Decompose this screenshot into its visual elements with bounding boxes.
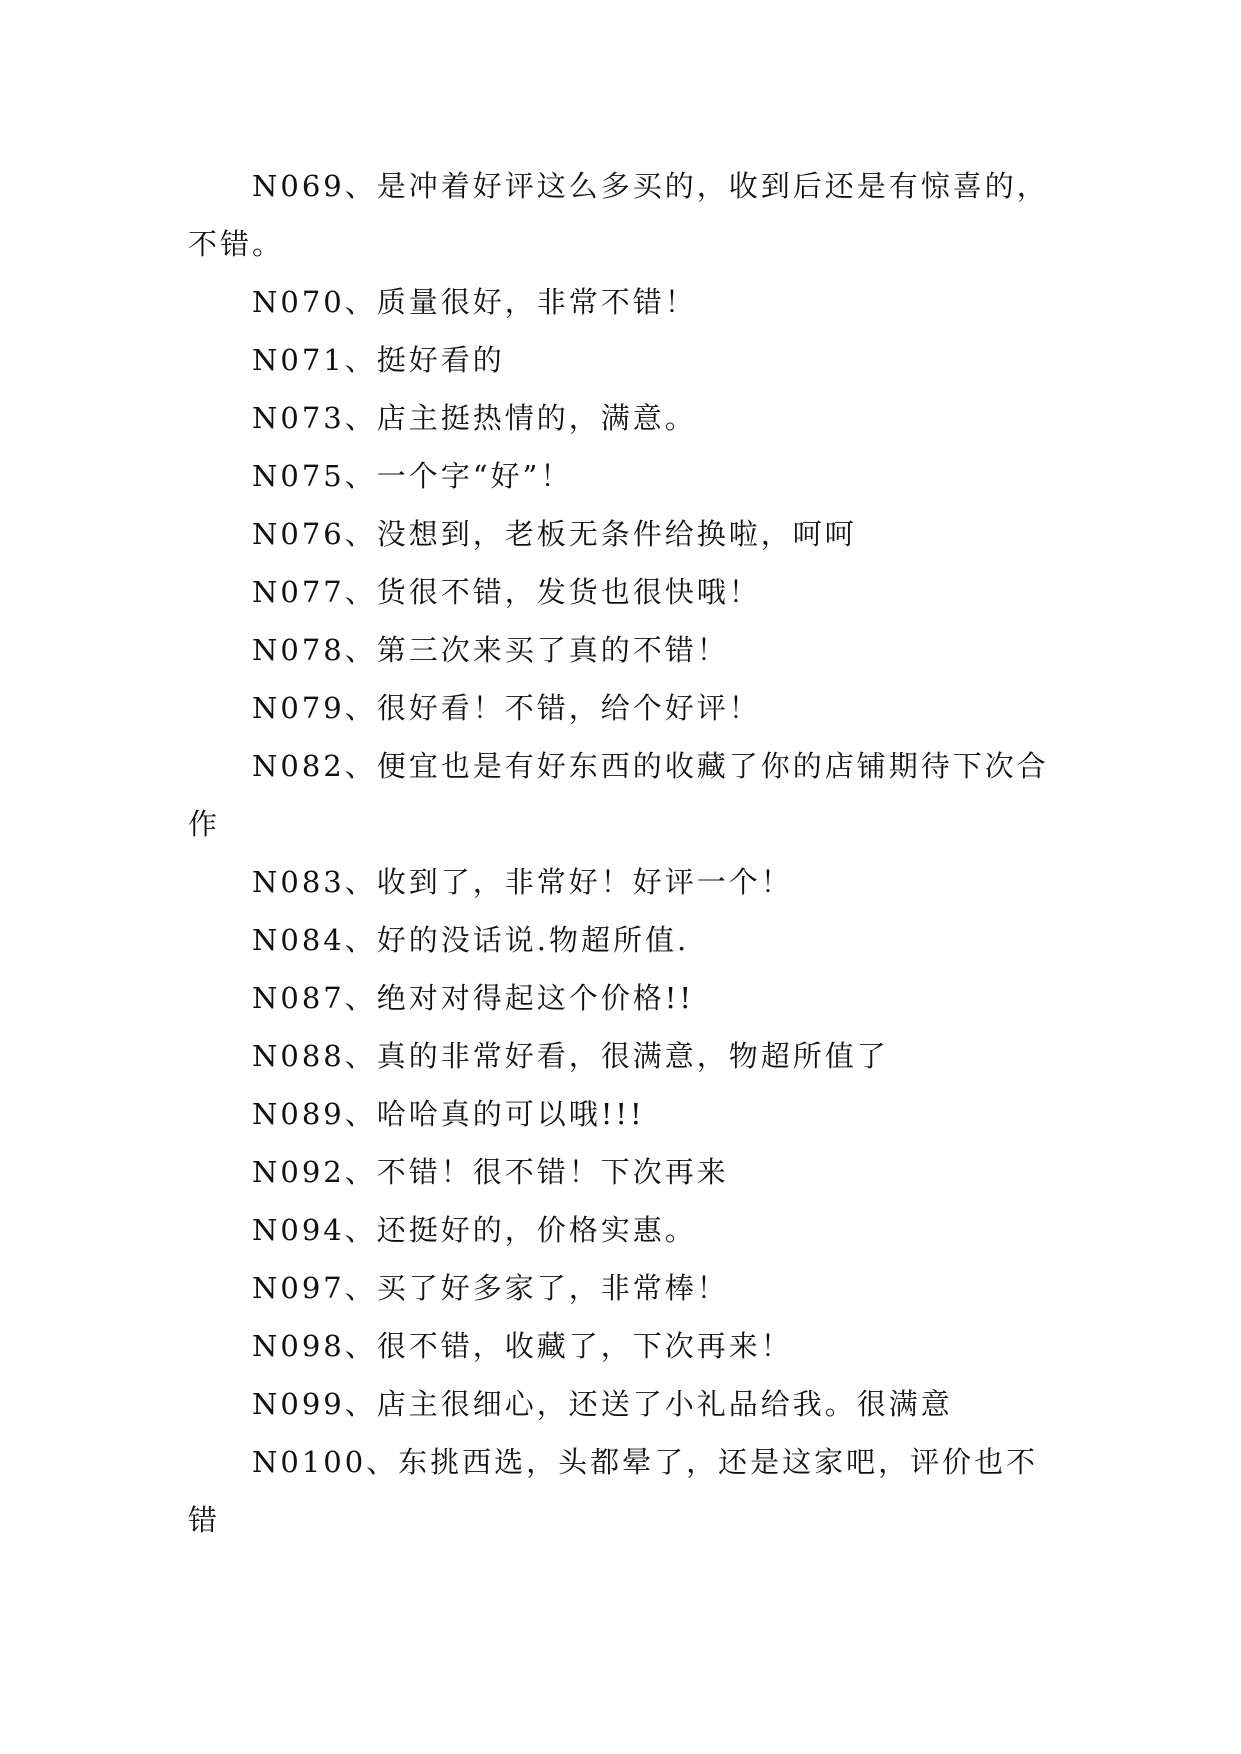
- review-paragraph: N099、店主很细心，还送了小礼品给我。很满意: [252, 1387, 953, 1421]
- review-paragraph: N088、真的非常好看，很满意，物超所值了: [252, 1039, 889, 1073]
- review-paragraph: N078、第三次来买了真的不错！: [252, 633, 729, 667]
- review-paragraph: N087、绝对对得起这个价格!!: [252, 981, 695, 1015]
- review-paragraph: N084、好的没话说.物超所值.: [252, 923, 690, 957]
- review-paragraph: N097、买了好多家了，非常棒！: [252, 1271, 729, 1305]
- review-paragraph: N076、没想到，老板无条件给换啦，呵呵: [252, 517, 857, 551]
- document-body: [188, 157, 1068, 1549]
- review-paragraph: N082、便宜也是有好东西的收藏了你的店铺期待下次合作: [188, 749, 1049, 841]
- review-paragraph: N077、货很不错，发货也很快哦！: [252, 575, 761, 609]
- review-paragraph: N071、挺好看的: [252, 343, 505, 377]
- review-paragraph: N089、哈哈真的可以哦!!!: [252, 1097, 645, 1131]
- review-paragraph: N075、一个字“好”！: [252, 459, 573, 493]
- review-paragraph: N079、很好看！不错，给个好评！: [252, 691, 761, 725]
- review-paragraph: N073、店主挺热情的，满意。: [252, 401, 697, 435]
- review-paragraph: N069、是冲着好评这么多买的，收到后还是有惊喜的，不错。: [188, 169, 1049, 261]
- review-paragraph: N094、还挺好的，价格实惠。: [252, 1213, 697, 1247]
- review-paragraph: N092、不错！很不错！下次再来: [252, 1155, 729, 1189]
- review-paragraph: N0100、东挑西选，头都晕了，还是这家吧，评价也不错: [188, 1445, 1039, 1537]
- review-paragraph: N083、收到了，非常好！好评一个！: [252, 865, 793, 899]
- review-paragraph: N098、很不错，收藏了，下次再来！: [252, 1329, 793, 1363]
- review-paragraph: N070、质量很好，非常不错！: [252, 285, 697, 319]
